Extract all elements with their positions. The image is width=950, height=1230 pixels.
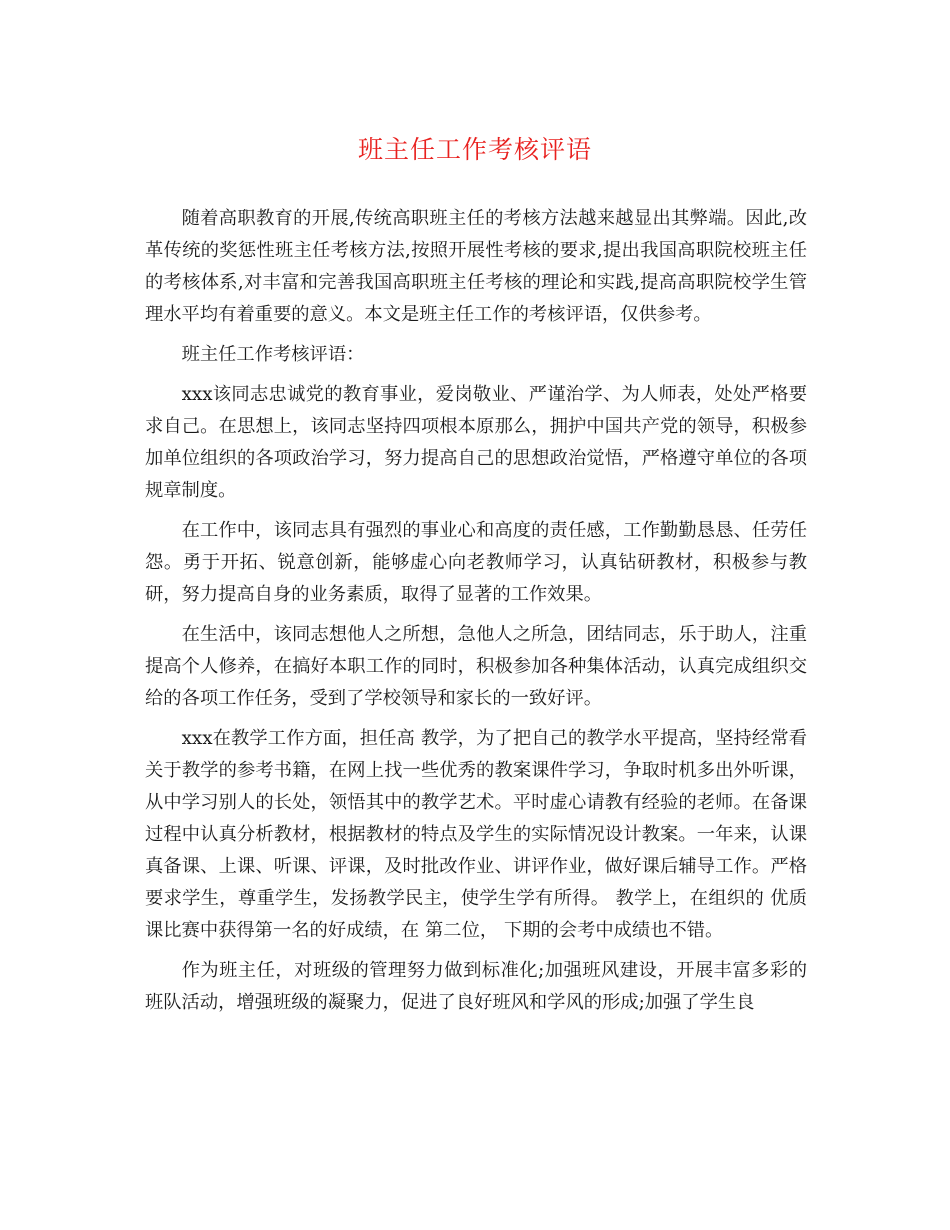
document-title: 班主任工作考核评语 — [357, 135, 592, 164]
paragraph-class-management: 作为班主任，对班级的管理努力做到标准化;加强班风建设，开展丰富多彩的班队活动，增强班级的凝聚力，促进了良好班风和学风的形成;加强了学生良 — [145, 960, 807, 1013]
paragraph-intro: 随着高职教育的开展,传统高职班主任的考核方法越来越显出其弊端。因此,改革传统的奖惩性班主任考核方法,按照开展性考核的要求,提出我国高职院校班主任的考核体系,对丰富和完善我国高职班主任考核的理论和实践,提高高职院校学生管理水平均有着重要的意义。本文是班主任工作的考核评语，仅供参考。 — [145, 208, 807, 325]
paragraph-section-heading: 班主任工作考核评语： — [181, 344, 365, 365]
paragraph-teaching: xxx在教学工作方面，担任高 教学，为了把自己的教学水平提高，坚持经常看关于教学的参考书籍，在网上找一些优秀的教案课件学习，争取时机多出外听课，从中学习别人的长处，领悟其中的教学艺术。平时虚心请教有经验的老师。在备课过程中认真分析教材，根据教材的特点及学生的实际情况设计教案。一年来，认课真备课、上课、听课、评课，及时批改作业、讲评作业，做好课后辅导工作。严格要求学生，尊重学生，发扬教学民主，使学生学有所得。 教学上，在组织的 优质课比赛中获得第一名的好成绩，在 第二位， 下期的会考中成绩也不错。 — [145, 728, 807, 941]
document-body — [145, 203, 807, 1027]
paragraph-life: 在生活中，该同志想他人之所想，急他人之所急，团结同志，乐于助人，注重提高个人修养，在搞好本职工作的同时，积极参加各种集体活动，认真完成组织交给的各项工作任务，受到了学校领导和家长的一致好评。 — [145, 624, 807, 709]
paragraph-political: xxx该同志忠诚党的教育事业，爱岗敬业、严谨治学、为人师表，处处严格要求自己。在思想上，该同志坚持四项根本原那么，拥护中国共产党的领导，积极参加单位组织的各项政治学习，努力提高自己的思想政治觉悟，严格遵守单位的各项规章制度。 — [145, 384, 807, 501]
paragraph-work: 在工作中，该同志具有强烈的事业心和高度的责任感，工作勤勤恳恳、任劳任怨。勇于开拓、锐意创新，能够虚心向老教师学习，认真钻研教材，积极参与教研，努力提高自身的业务素质，取得了显著的工作效果。 — [145, 520, 807, 605]
